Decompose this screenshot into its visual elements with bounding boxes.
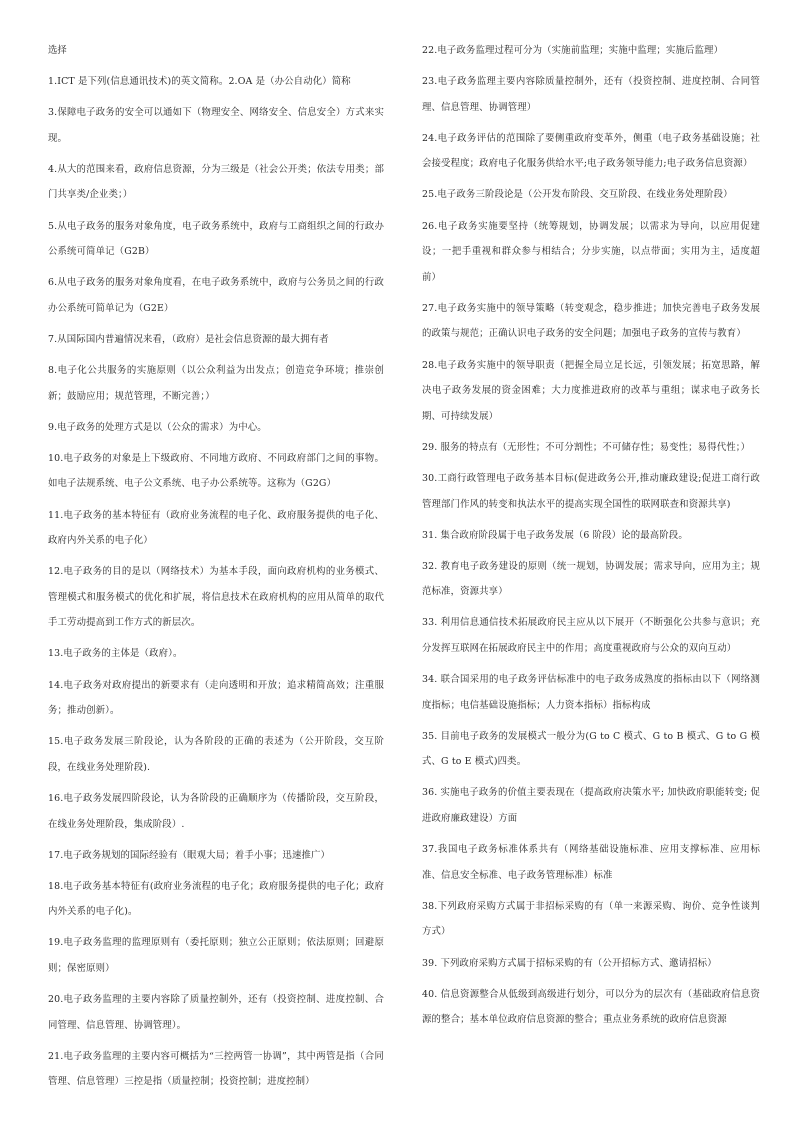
- question-item: 24.电子政务评估的范围除了要侧重政府变革外，侧重（电子政务基础设施；社会接受程度；政府电子化服务供给水平;电子政务领导能力;电子政务信息资源）: [422, 132, 760, 170]
- question-item: 21.电子政务监理的主要内容可概括为“三控两管一协调”，其中两管是指（合同管理、信息管理）三控是指（质量控制；投资控制；进度控制）: [48, 1050, 384, 1088]
- question-item: 11.电子政务的基本特征有（政府业务流程的电子化、政府服务提供的电子化、政府内外关系的电子化）: [48, 509, 384, 547]
- question-item: 29. 服务的特点有（无形性；不可分割性；不可储存性；易变性；易得代性；）: [422, 441, 751, 453]
- left-question-list: [48, 69, 384, 1095]
- left-column: [48, 38, 384, 1100]
- question-item: 39. 下列政府采购方式属于招标采购的有（公开招标方式、邀请招标）: [422, 957, 717, 969]
- question-item: 20.电子政务监理的主要内容除了质量控制外，还有（投资控制、进度控制、合同管理、信息管理、协调管理）。: [48, 994, 384, 1031]
- question-item: 15.电子政务发展三阶段论，认为各阶段的正确的表述为（公开阶段，交互阶段，在线业务处理阶段).: [48, 736, 384, 773]
- question-item: 22.电子政务监理过程可分为（实施前监理；实施中监理；实施后监理）: [422, 45, 724, 56]
- question-item: 18.电子政务基本特征有(政府业务流程的电子化；政府服务提供的电子化；政府内外关系的电子化)。: [48, 880, 384, 918]
- question-item: 25.电子政务三阶段论是（公开发布阶段、交互阶段、在线业务处理阶段）: [422, 189, 733, 201]
- question-item: 30.工商行政管理电子政务基本目标(促进政务公开,推动廉政建设;促进工商行政管理部门作风的转变和执法水平的提高实现全国性的联网联查和资源共享): [422, 472, 760, 510]
- right-column: [422, 38, 760, 1100]
- question-item: 4.从大的范围来看，政府信息资源，分为三级是（社会公开类；依法专用类；部门共享类/企业类；）: [48, 163, 384, 201]
- question-item: 14.电子政务对政府提出的新要求有（走向透明和开放；追求精简高效；注重服务；推动创新）。: [48, 679, 384, 717]
- question-item: 12.电子政务的目的是以（网络技术）为基本手段，面向政府机构的业务模式、管理模式和服务模式的优化和扩展，将信息技术在政府机构的应用从简单的取代手工劳动提高到工作方式的新层次。: [48, 566, 384, 629]
- question-item: 8.电子化公共服务的实施原则（以公众利益为出发点；创造竞争环境；推崇创新；鼓励应用；规范管理，不断完善；）: [48, 365, 384, 402]
- two-column-layout: [48, 38, 760, 1100]
- question-item: 34. 联合国采用的电子政务评估标准中的电子政务成熟度的指标由以下（网络测度指标；电信基础设施指标；人力资本指标）指标构成: [422, 674, 760, 711]
- question-item: 19.电子政务监理的监理原则有（委托原则；独立公正原则；依法原则；回避原则；保密原则）: [48, 937, 384, 974]
- question-item: 17.电子政务规划的国际经验有（眼观大局；着手小事；迅速推广）: [48, 849, 331, 861]
- question-item: 27.电子政务实施中的领导策略（转变观念，稳步推进；加快完善电子政务发展的政策与规范；正确认识电子政务的安全问题；加强电子政务的宣传与教育）: [422, 302, 760, 340]
- question-item: 40. 信息资源整合从低级到高级进行划分，可以分为的层次有（基础政府信息资源的整合；基本单位政府信息资源的整合；重点业务系统的政府信息资源: [422, 988, 760, 1026]
- question-item: 37.我国电子政务标准体系共有（网络基础设施标准、应用支撑标准、应用标准、信息安全标准、电子政务管理标准）标准: [422, 844, 760, 881]
- question-item: 28.电子政务实施中的领导职责（把握全局立足长远，引领发展；拓宽思路，解决电子政务发展的资金困难；大力度推进政府的改革与重组；谋求电子政务长期、可持续发展）: [422, 359, 760, 422]
- right-question-list: [422, 38, 760, 1033]
- question-item: 33. 利用信息通信技术拓展政府民主应从以下展开（不断强化公共参与意识；充分发挥互联网在拓展政府民主中的作用；高度重视政府与公众的双向互动）: [422, 617, 760, 654]
- question-item: 6.从电子政务的服务对象角度看，在电子政务系统中，政府与公务员之间的行政办公系统可简单记为（G2E）: [48, 277, 384, 314]
- question-item: 5.从电子政务的服务对象角度，电子政务系统中，政府与工商组织之间的行政办公系统可简单记（G2B）: [48, 220, 384, 258]
- question-item: 3.保障电子政务的安全可以通如下（物理安全、网络安全、信息安全）方式来实现。: [48, 107, 384, 144]
- question-item: 1.ICT 是下列(信息通讯技术)的英文简称。2.OA 是（办公自动化）简称: [48, 76, 351, 88]
- question-item: 16.电子政务发展四阶段论，认为各阶段的正确顺序为（传播阶段，交互阶段，在线业务处理阶段，集成阶段）.: [48, 792, 384, 830]
- question-item: 36. 实施电子政务的价值主要表现在（提高政府决策水平; 加快政府职能转变; 促进政府廉政建设）方面: [422, 787, 760, 825]
- question-item: 23.电子政务监理主要内容除质量控制外，还有（投资控制、进度控制、合同管理、信息管理、协调管理）: [422, 76, 760, 113]
- question-item: 10.电子政务的对象是上下级政府、不同地方政府、不同政府部门之间的事物。如电子法规系统、电子公文系统、电子办公系统等。这称为（G2G）: [48, 452, 384, 490]
- question-item: 32. 教育电子政务建设的原则（统一规划，协调发展；需求导向，应用为主；规范标准，资源共享）: [422, 560, 760, 598]
- section-heading: 选择: [48, 45, 67, 56]
- question-item: 26.电子政务实施要坚持（统筹规划，协调发展；以需求为导向，以应用促建设；一把手重视和群众参与相结合；分步实施，以点带面；实用为主，适度超前）: [422, 220, 760, 283]
- question-item: 13.电子政务的主体是（政府）。: [48, 648, 183, 660]
- question-item: 35. 目前电子政务的发展模式一般分为(G to C 模式、G to B 模式、G to G 模式、G to E 模式)四类。: [422, 730, 760, 768]
- question-item: 38.下列政府采购方式属于非招标采购的有（单一来源采购、询价、竞争性谈判方式）: [422, 900, 760, 938]
- question-item: 31. 集合政府阶段属于电子政务发展（6 阶段）论的最高阶段。: [422, 529, 688, 541]
- question-item: 9.电子政务的处理方式是以（公众的需求）为中心。: [48, 421, 267, 433]
- question-item: 7.从国际国内普遍情况来看，（政府）是社会信息资源的最大拥有者: [48, 333, 329, 345]
